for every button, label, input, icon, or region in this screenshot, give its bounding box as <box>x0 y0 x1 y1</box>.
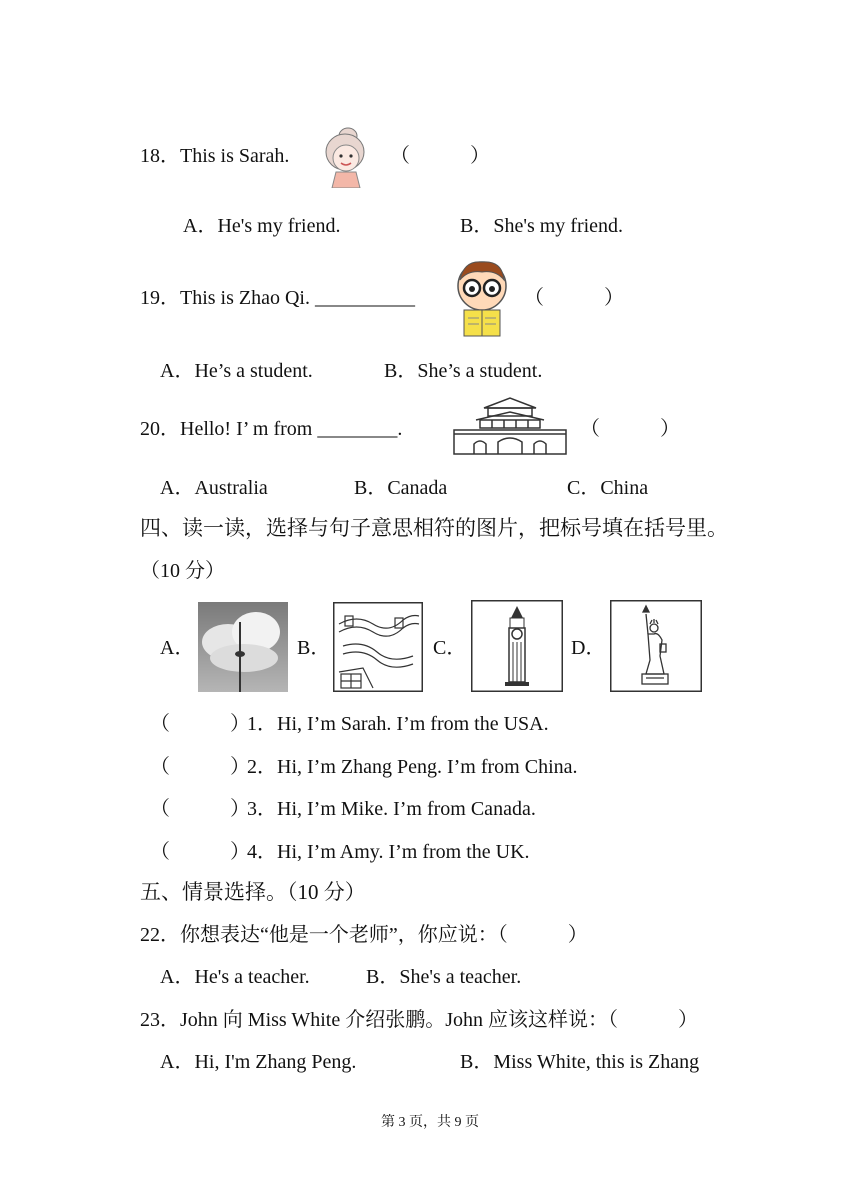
girl-sarah-icon <box>318 122 372 188</box>
q22-option-b[interactable]: B．She's a teacher. <box>366 966 522 988</box>
q18-stem: 18．This is Sarah. <box>140 145 290 167</box>
q20-option-a[interactable]: A．Australia <box>160 477 268 499</box>
picture-label-c: C． <box>433 637 467 659</box>
item3-answer-paren[interactable]: （ ） <box>150 798 250 820</box>
q19-answer-paren[interactable]: （ ） <box>524 287 624 309</box>
boy-zhaoqi-icon <box>452 256 512 340</box>
item3-text: 3．Hi, I’m Mike. I’m from Canada. <box>247 798 536 820</box>
item2-text: 2．Hi, I’m Zhang Peng. I’m from China. <box>247 756 578 778</box>
tiananmen-icon <box>450 394 570 458</box>
item1-text: 1．Hi, I’m Sarah. I’m from the USA. <box>247 713 549 735</box>
q23-option-a[interactable]: A．Hi, I'm Zhang Peng. <box>160 1051 357 1073</box>
page-footer: 第 3 页，共 9 页 <box>381 1115 479 1130</box>
q23-stem: 23．John 向 Miss White 介绍张鹏。John 应该这样说：（ ） <box>140 1009 698 1031</box>
great-wall-drawing <box>333 602 423 692</box>
item4-text: 4．Hi, I’m Amy. I’m from the UK. <box>247 841 530 863</box>
picture-label-b: B． <box>297 637 331 659</box>
item2-answer-paren[interactable]: （ ） <box>150 756 250 778</box>
q22-stem: 22．你想表达“他是一个老师”，你应说：（ ） <box>140 924 588 946</box>
item4-answer-paren[interactable]: （ ） <box>150 841 250 863</box>
section4-score: （10 分） <box>140 560 225 582</box>
statue-of-liberty-drawing <box>610 600 702 692</box>
q19-option-b[interactable]: B．She’s a student. <box>384 360 543 382</box>
q18-answer-paren[interactable]: （ ） <box>390 145 490 167</box>
cn-tower-photo <box>198 602 288 692</box>
q20-stem: 20．Hello! I’ m from ________. <box>140 418 403 440</box>
section5-heading: 五、情景选择。（10 分） <box>140 880 366 904</box>
q22-option-a[interactable]: A．He's a teacher. <box>160 966 310 988</box>
picture-label-d: D． <box>571 637 606 659</box>
section4-heading: 四、读一读，选择与句子意思相符的图片，把标号填在括号里。 <box>140 516 728 540</box>
q20-answer-paren[interactable]: （ ） <box>580 418 680 440</box>
picture-label-a: A． <box>160 637 195 659</box>
item1-answer-paren[interactable]: （ ） <box>150 713 250 735</box>
q18-option-b[interactable]: B．She's my friend. <box>460 215 624 237</box>
q19-stem: 19．This is Zhao Qi. __________ <box>140 287 415 309</box>
q23-option-b[interactable]: B．Miss White, this is Zhang <box>460 1051 700 1073</box>
q20-option-c[interactable]: C．China <box>567 477 649 499</box>
big-ben-drawing <box>471 600 563 692</box>
q20-option-b[interactable]: B．Canada <box>354 477 448 499</box>
q19-option-a[interactable]: A．He’s a student. <box>160 360 313 382</box>
q18-option-a[interactable]: A．He's my friend. <box>183 215 341 237</box>
